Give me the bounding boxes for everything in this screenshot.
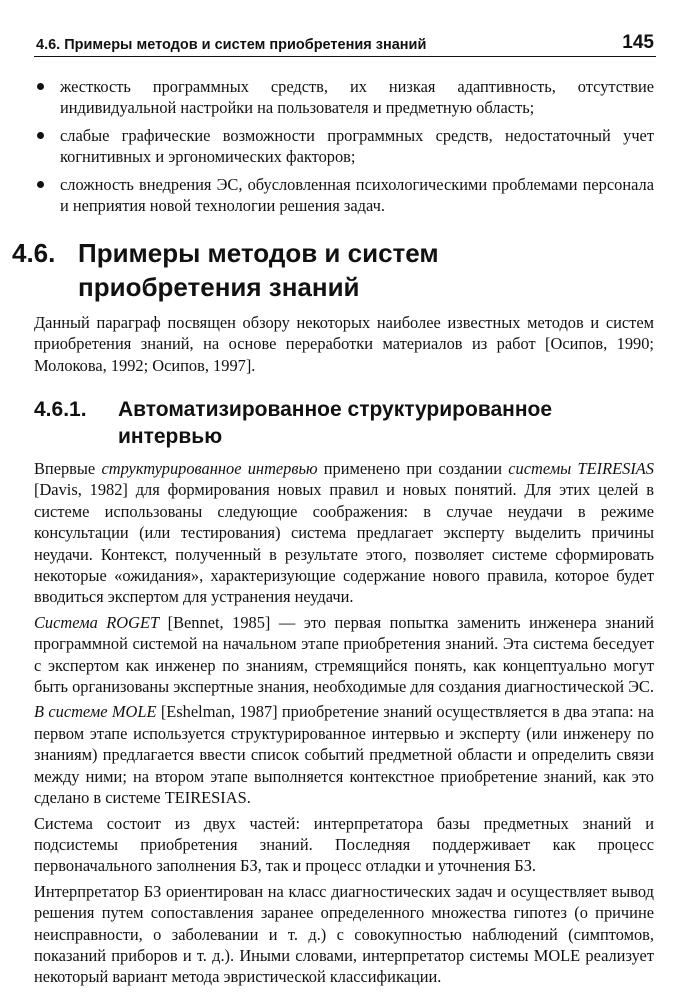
page-number: 145 xyxy=(622,32,654,53)
running-header xyxy=(34,30,656,57)
emphasis-term: структурированное интервью xyxy=(101,459,318,478)
text-run: Впервые xyxy=(34,459,102,478)
bullet-item xyxy=(34,125,654,168)
text-run: применено при создании xyxy=(317,459,509,478)
emphasis-term: В системе MOLE xyxy=(34,702,157,722)
emphasis-term: Система ROGET xyxy=(34,612,160,632)
bullet-dot-icon xyxy=(37,132,44,139)
bullet-text: слабые графические возможности программных средств, недостаточный учет когнитивных и эргономических факторов; xyxy=(60,125,654,167)
paragraph-system-parts: Система состоит из двух частей: интерпретатора базы предметных знаний и подсистемы приобретения знаний. Последняя поддерживает как процесс первоначального заполнения БЗ, так и процесс отладки и уточнения БЗ. xyxy=(34,813,654,876)
section-number: 4.6. xyxy=(12,238,56,268)
bullet-list xyxy=(34,76,654,222)
section-intro: Данный параграф посвящен обзору некоторых наиболее известных методов и систем приобретения знаний, на основе переработки материалов из работ [Осипов, 1990; Молокова, 1992; Осипов, 1997]. xyxy=(34,313,654,375)
bullet-text: жесткость программных средств, их низкая адаптивность, отсутствие индивидуальной настройки на пользователя и предметную область; xyxy=(60,77,654,118)
section-title-line2: приобретения знаний xyxy=(78,272,360,302)
text-run: [Davis, 1982] для формирования новых правил и новых понятий. Для этих целей в системе использованы следующие соображения: в случае неудачи в режиме консультации (или тестирования) система предлагает эксперту выделить причины неудачи. Контекст, полученный в результате этого, позволяет системе сформировать некоторые «ожидания», характеризующие содержание нового правила, которое будет вводиться экспертом для устранения неудачи. xyxy=(34,480,654,607)
subsection-body xyxy=(34,458,654,988)
bullet-item xyxy=(34,174,654,217)
text-run: [Bennet, 1985] — это первая попытка заменить инженера знаний программной системой на начальном этапе приобретения знаний. Эта система беседует с экспертом как инженер по знаниям, стремящийся понять, как концептуально могут быть организованы экспертные знания, необходимые для создания диагностической ЭС. xyxy=(34,612,654,697)
section-title-line1: Примеры методов и систем xyxy=(78,238,439,268)
paragraph-roget xyxy=(34,612,654,698)
subsection-title-line1: Автоматизированное структурированное xyxy=(118,398,553,421)
subsection-number: 4.6.1. xyxy=(34,398,87,421)
running-header-title: 4.6. Примеры методов и систем приобретения знаний xyxy=(36,37,427,53)
paragraph-teiresias xyxy=(34,458,654,608)
bullet-text: сложность внедрения ЭС, обусловленная психологическими проблемами персонала и неприятия новой технологии решения задач. xyxy=(60,174,654,216)
bullet-dot-icon xyxy=(37,181,44,188)
emphasis-term: системы TEIRESIAS xyxy=(508,459,655,478)
text-run: [Eshelman, 1987] приобретение знаний осуществляется в два этапа: на первом этапе используется структурированное интервью и эксперту (или инженеру по знаниям) предлагается ввести список событий предметной области и определить связи между ними; на втором этапе выполняется контекстное приобретение знаний, как это сделано в системе TEIRESIAS. xyxy=(34,702,654,808)
paragraph-mole xyxy=(34,701,654,808)
bullet-item xyxy=(34,76,654,119)
subsection-title-line2: интервью xyxy=(118,425,223,448)
bullet-dot-icon xyxy=(37,83,44,90)
subsection-heading xyxy=(34,396,654,450)
section-heading xyxy=(12,236,652,304)
paragraph-interpreter: Интерпретатор БЗ ориентирован на класс диагностических задач и осуществляет вывод решения путем сопоставления заранее определенного множества гипотез (о причине неисправности, о заболевании и т. д.) с совокупностью наблюдений (симптомов, показаний приборов и т. д.). Иными словами, интерпретатор системы MOLE реализует некоторый вариант метода эвристической классификации. xyxy=(34,881,654,987)
